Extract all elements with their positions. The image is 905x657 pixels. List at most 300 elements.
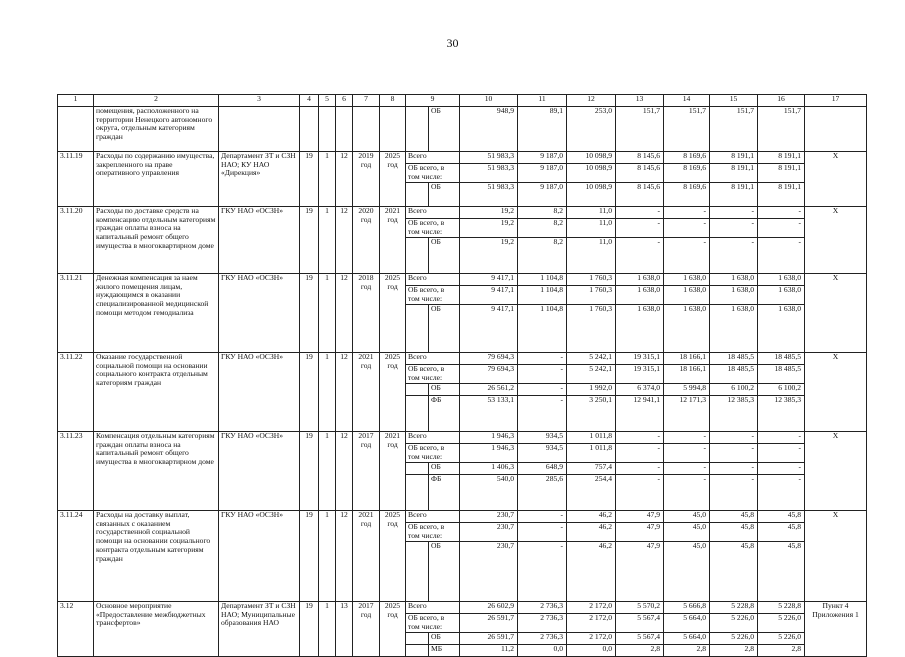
amount-cell: 2 736,3 [518, 614, 567, 633]
amount-cell: 5 664,0 [664, 633, 710, 645]
page-number: 30 [446, 36, 459, 50]
amount-cell: 11,0 [567, 207, 616, 219]
table-row [58, 207, 867, 219]
header-cell-15: 15 [710, 95, 758, 107]
funding-source-indent [406, 305, 429, 353]
amount-cell: 18 485,5 [710, 365, 758, 384]
amount-cell: 51 983,3 [460, 183, 518, 207]
amount-cell: 5 567,4 [616, 633, 664, 645]
amount-cell: 19 315,1 [616, 365, 664, 384]
amount-cell: - [518, 542, 567, 602]
item-number [58, 107, 94, 152]
item-note: Х [805, 511, 867, 602]
item-note: Х [805, 207, 867, 274]
amount-cell: 8 169,6 [664, 183, 710, 207]
amount-cell: 1 946,3 [460, 444, 518, 463]
amount-cell: 5 226,0 [710, 614, 758, 633]
amount-cell: 6 374,0 [616, 384, 664, 396]
amount-cell: 1 638,0 [664, 274, 710, 286]
amount-cell: - [758, 475, 805, 511]
amount-cell: 2,8 [664, 645, 710, 657]
code-col-4: 19 [300, 511, 319, 602]
header-cell-11: 11 [518, 95, 567, 107]
amount-cell: 0,0 [518, 645, 567, 657]
amount-cell: 151,7 [664, 107, 710, 152]
code-col-5: 1 [319, 602, 336, 657]
amount-cell: 18 485,5 [758, 353, 805, 365]
amount-cell: 1 638,0 [710, 274, 758, 286]
amount-cell: 3 250,1 [567, 396, 616, 432]
table-row [58, 274, 867, 286]
amount-cell: 1 760,3 [567, 286, 616, 305]
header-row [58, 95, 867, 107]
amount-cell: - [518, 365, 567, 384]
amount-cell: 9 187,0 [518, 183, 567, 207]
item-executor: Департамент ЗТ и СЗН НАО; Муниципальные образования НАО [219, 602, 300, 657]
end-year: 2025 год [380, 152, 406, 207]
amount-cell: 540,0 [460, 475, 518, 511]
amount-cell: - [710, 463, 758, 475]
amount-cell: 1 104,8 [518, 274, 567, 286]
amount-cell: 8 169,6 [664, 164, 710, 183]
item-executor: ГКУ НАО «ОСЗН» [219, 207, 300, 274]
code-col-6: 12 [336, 274, 353, 353]
table-row [58, 511, 867, 523]
amount-cell: 45,0 [664, 511, 710, 523]
code-col-5: 1 [319, 353, 336, 432]
header-cell-17: 17 [805, 95, 867, 107]
item-name: Расходы по содержанию имущества, закрепленного на праве оперативного управления [94, 152, 219, 207]
funding-source: ОБ всего, в том числе: [406, 523, 460, 542]
amount-cell: - [616, 475, 664, 511]
funding-source-code: ОБ [429, 305, 460, 353]
amount-cell: 19 315,1 [616, 353, 664, 365]
amount-cell: 8 191,1 [758, 183, 805, 207]
amount-cell: 46,2 [567, 511, 616, 523]
end-year: 2025 год [380, 602, 406, 657]
header-cell-2: 2 [94, 95, 219, 107]
funding-source: ОБ всего, в том числе: [406, 164, 460, 183]
program-budget-table [57, 94, 867, 657]
amount-cell: - [664, 238, 710, 274]
item-number: 3.11.20 [58, 207, 94, 274]
amount-cell: - [518, 523, 567, 542]
funding-source: Всего [406, 152, 460, 164]
start-year: 2021 год [353, 511, 380, 602]
amount-cell: 45,0 [664, 542, 710, 602]
item-number: 3.12 [58, 602, 94, 657]
amount-cell: 45,8 [710, 542, 758, 602]
amount-cell: 1 638,0 [616, 274, 664, 286]
amount-cell: 5 570,2 [616, 602, 664, 614]
item-note: Х [805, 432, 867, 511]
funding-source: Всего [406, 511, 460, 523]
amount-cell: - [664, 463, 710, 475]
amount-cell: - [518, 353, 567, 365]
amount-cell: 12 385,3 [758, 396, 805, 432]
amount-cell: 19,2 [460, 238, 518, 274]
code-col-6: 12 [336, 511, 353, 602]
item-note: Пункт 4 Приложения 1 [805, 602, 867, 657]
amount-cell: - [758, 463, 805, 475]
amount-cell: 9 417,1 [460, 286, 518, 305]
item-executor: ГКУ НАО «ОСЗН» [219, 511, 300, 602]
amount-cell: - [710, 475, 758, 511]
header-cell-6: 6 [336, 95, 353, 107]
table-row [58, 353, 867, 365]
funding-source-indent [406, 396, 429, 432]
funding-source-indent [406, 633, 429, 645]
amount-cell: 2,8 [616, 645, 664, 657]
amount-cell: - [710, 238, 758, 274]
amount-cell: 1 011,8 [567, 444, 616, 463]
code-col-5 [319, 107, 336, 152]
item-number: 3.11.24 [58, 511, 94, 602]
amount-cell: 5 242,1 [567, 353, 616, 365]
amount-cell: 45,0 [664, 523, 710, 542]
amount-cell: 26 591,7 [460, 614, 518, 633]
amount-cell: 5 226,0 [758, 633, 805, 645]
item-executor: ГКУ НАО «ОСЗН» [219, 353, 300, 432]
code-col-5: 1 [319, 207, 336, 274]
item-name: помещения, расположенного на территории Ненецкого автономного округа, отдельным категориям граждан [94, 107, 219, 152]
amount-cell: - [664, 219, 710, 238]
amount-cell: 45,8 [710, 523, 758, 542]
table-row [58, 432, 867, 444]
funding-source-code: ФБ [429, 396, 460, 432]
item-number: 3.11.22 [58, 353, 94, 432]
funding-source: Всего [406, 207, 460, 219]
amount-cell: - [758, 219, 805, 238]
header-cell-10: 10 [460, 95, 518, 107]
table-row [58, 107, 867, 152]
amount-cell: 2 172,0 [567, 633, 616, 645]
amount-cell: 934,5 [518, 432, 567, 444]
amount-cell: 89,1 [518, 107, 567, 152]
amount-cell: - [664, 432, 710, 444]
amount-cell: 12 941,1 [616, 396, 664, 432]
amount-cell: 254,4 [567, 475, 616, 511]
amount-cell: 6 100,2 [710, 384, 758, 396]
amount-cell: 26 561,2 [460, 384, 518, 396]
amount-cell: - [616, 207, 664, 219]
amount-cell: 47,9 [616, 542, 664, 602]
amount-cell: 648,9 [518, 463, 567, 475]
header-cell-13: 13 [616, 95, 664, 107]
funding-source-code: МБ [429, 645, 460, 657]
amount-cell: 18 485,5 [758, 365, 805, 384]
end-year: 2025 год [380, 511, 406, 602]
amount-cell: 11,0 [567, 219, 616, 238]
amount-cell: - [616, 219, 664, 238]
funding-source-indent [406, 645, 429, 657]
amount-cell: 2,8 [710, 645, 758, 657]
header-cell-12: 12 [567, 95, 616, 107]
amount-cell: 5 242,1 [567, 365, 616, 384]
amount-cell: - [664, 207, 710, 219]
amount-cell: 2 736,3 [518, 602, 567, 614]
start-year: 2020 год [353, 207, 380, 274]
amount-cell: 45,8 [758, 542, 805, 602]
code-col-4: 19 [300, 274, 319, 353]
amount-cell: 9 417,1 [460, 274, 518, 286]
item-executor: ГКУ НАО «ОСЗН» [219, 432, 300, 511]
item-note: Х [805, 152, 867, 207]
amount-cell: 45,8 [758, 523, 805, 542]
amount-cell: 8 145,6 [616, 183, 664, 207]
code-col-6: 12 [336, 432, 353, 511]
amount-cell: 1 946,3 [460, 432, 518, 444]
code-col-6 [336, 107, 353, 152]
amount-cell: 5 226,0 [710, 633, 758, 645]
item-note: Х [805, 274, 867, 353]
amount-cell: - [616, 463, 664, 475]
amount-cell: - [664, 444, 710, 463]
item-name: Денежная компенсация за наем жилого помещения лицам, нуждающимся в оказании специализированной медицинской помощи методом гемодиализа [94, 274, 219, 353]
code-col-5: 1 [319, 432, 336, 511]
start-year [353, 107, 380, 152]
amount-cell: 151,7 [710, 107, 758, 152]
amount-cell: 18 166,1 [664, 365, 710, 384]
funding-source: ОБ всего, в том числе: [406, 614, 460, 633]
amount-cell: 45,8 [710, 511, 758, 523]
code-col-4: 19 [300, 602, 319, 657]
amount-cell: 151,7 [616, 107, 664, 152]
amount-cell: 8 191,1 [710, 164, 758, 183]
amount-cell: 79 694,3 [460, 365, 518, 384]
amount-cell: 9 187,0 [518, 152, 567, 164]
amount-cell: 45,8 [758, 511, 805, 523]
code-col-4: 19 [300, 207, 319, 274]
end-year: 2025 год [380, 274, 406, 353]
amount-cell: - [710, 207, 758, 219]
start-year: 2021 год [353, 353, 380, 432]
amount-cell: 8 191,1 [758, 164, 805, 183]
code-col-6: 12 [336, 207, 353, 274]
code-col-5: 1 [319, 511, 336, 602]
amount-cell: 8 169,6 [664, 152, 710, 164]
amount-cell: 51 983,3 [460, 164, 518, 183]
start-year: 2017 год [353, 432, 380, 511]
amount-cell: - [664, 475, 710, 511]
code-col-5: 1 [319, 274, 336, 353]
header-cell-8: 8 [380, 95, 406, 107]
code-col-6: 12 [336, 353, 353, 432]
funding-source-indent [406, 463, 429, 475]
amount-cell: 6 100,2 [758, 384, 805, 396]
amount-cell: 2 172,0 [567, 602, 616, 614]
amount-cell: 5 664,0 [664, 614, 710, 633]
amount-cell: 12 385,3 [710, 396, 758, 432]
amount-cell: - [758, 432, 805, 444]
amount-cell: 79 694,3 [460, 353, 518, 365]
header-cell-3: 3 [219, 95, 300, 107]
funding-source-indent [406, 384, 429, 396]
amount-cell: 18 485,5 [710, 353, 758, 365]
item-name: Расходы на доставку выплат, связанных с оказанием государственной социальной помощи на основании социального контракта отдельным категориям граждан [94, 511, 219, 602]
amount-cell: 19,2 [460, 219, 518, 238]
header-cell-7: 7 [353, 95, 380, 107]
item-name: Компенсация отдельным категориям граждан оплаты взноса на капитальный ремонт общего имущества в многоквартирном доме [94, 432, 219, 511]
amount-cell: 5 994,8 [664, 384, 710, 396]
item-executor: ГКУ НАО «ОСЗН» [219, 274, 300, 353]
funding-source-code: ОБ [429, 633, 460, 645]
amount-cell: 18 166,1 [664, 353, 710, 365]
amount-cell: 8 145,6 [616, 152, 664, 164]
end-year: 2021 год [380, 432, 406, 511]
amount-cell: 47,9 [616, 511, 664, 523]
amount-cell: 5 228,8 [710, 602, 758, 614]
amount-cell: 1 638,0 [758, 274, 805, 286]
amount-cell: 19,2 [460, 207, 518, 219]
item-number: 3.11.23 [58, 432, 94, 511]
amount-cell: 8,2 [518, 238, 567, 274]
amount-cell: 53 133,1 [460, 396, 518, 432]
amount-cell: 1 406,3 [460, 463, 518, 475]
amount-cell: 11,0 [567, 238, 616, 274]
amount-cell: 46,2 [567, 523, 616, 542]
funding-source: ОБ всего, в том числе: [406, 444, 460, 463]
amount-cell: 10 098,9 [567, 164, 616, 183]
amount-cell: 8 191,1 [758, 152, 805, 164]
amount-cell: - [616, 238, 664, 274]
amount-cell: - [758, 238, 805, 274]
amount-cell: 230,7 [460, 511, 518, 523]
funding-source-code: ОБ [429, 542, 460, 602]
amount-cell: 1 638,0 [710, 305, 758, 353]
start-year: 2018 год [353, 274, 380, 353]
amount-cell: 8,2 [518, 219, 567, 238]
amount-cell: 51 983,3 [460, 152, 518, 164]
funding-source-indent [406, 183, 429, 207]
amount-cell: - [616, 444, 664, 463]
amount-cell: 5 226,0 [758, 614, 805, 633]
amount-cell: 5 666,8 [664, 602, 710, 614]
amount-cell: 1 638,0 [710, 286, 758, 305]
funding-source: Всего [406, 432, 460, 444]
amount-cell: 1 760,3 [567, 305, 616, 353]
amount-cell: 1 104,8 [518, 286, 567, 305]
amount-cell: 1 638,0 [664, 305, 710, 353]
item-name: Оказание государственной социальной помощи на основании социального контракта отдельным категориям граждан [94, 353, 219, 432]
amount-cell: 0,0 [567, 645, 616, 657]
amount-cell: 757,4 [567, 463, 616, 475]
amount-cell: 1 638,0 [758, 286, 805, 305]
funding-source: ОБ всего, в том числе: [406, 286, 460, 305]
amount-cell: 8 191,1 [710, 152, 758, 164]
amount-cell: 1 638,0 [616, 305, 664, 353]
funding-source-code: ОБ [429, 384, 460, 396]
table-row [58, 152, 867, 164]
amount-cell: 8 191,1 [710, 183, 758, 207]
amount-cell: - [758, 207, 805, 219]
start-year: 2017 год [353, 602, 380, 657]
end-year: 2021 год [380, 207, 406, 274]
amount-cell: 26 602,9 [460, 602, 518, 614]
amount-cell: 1 104,8 [518, 305, 567, 353]
end-year: 2025 год [380, 353, 406, 432]
funding-source-indent [406, 238, 429, 274]
code-col-4: 19 [300, 432, 319, 511]
amount-cell: 948,9 [460, 107, 518, 152]
header-cell-9: 9 [406, 95, 460, 107]
amount-cell: 11,2 [460, 645, 518, 657]
funding-source-code: ОБ [429, 183, 460, 207]
code-col-4: 19 [300, 152, 319, 207]
amount-cell: - [758, 444, 805, 463]
header-cell-16: 16 [758, 95, 805, 107]
amount-cell: - [710, 219, 758, 238]
item-name: Расходы по доставке средств на компенсацию отдельным категориям граждан оплаты взноса на капитальный ремонт общего имущества в многоквартирном доме [94, 207, 219, 274]
funding-source: Всего [406, 353, 460, 365]
funding-source: Всего [406, 602, 460, 614]
amount-cell: 1 992,0 [567, 384, 616, 396]
header-cell-5: 5 [319, 95, 336, 107]
item-note: Х [805, 353, 867, 432]
funding-source-code: ОБ [429, 107, 460, 152]
start-year: 2019 год [353, 152, 380, 207]
table-row [58, 602, 867, 614]
amount-cell: 230,7 [460, 542, 518, 602]
amount-cell: 26 591,7 [460, 633, 518, 645]
amount-cell: 2 172,0 [567, 614, 616, 633]
amount-cell: 46,2 [567, 542, 616, 602]
amount-cell: 9 187,0 [518, 164, 567, 183]
code-col-4 [300, 107, 319, 152]
funding-source-code: ФБ [429, 475, 460, 511]
end-year [380, 107, 406, 152]
code-col-6: 12 [336, 152, 353, 207]
header-cell-4: 4 [300, 95, 319, 107]
amount-cell: - [518, 384, 567, 396]
item-number: 3.11.21 [58, 274, 94, 353]
amount-cell: 2,8 [758, 645, 805, 657]
amount-cell: - [710, 432, 758, 444]
code-col-5: 1 [319, 152, 336, 207]
amount-cell: 285,6 [518, 475, 567, 511]
amount-cell: 1 638,0 [664, 286, 710, 305]
amount-cell: 10 098,9 [567, 152, 616, 164]
amount-cell: 8 145,6 [616, 164, 664, 183]
funding-source-indent [406, 475, 429, 511]
amount-cell: 151,7 [758, 107, 805, 152]
funding-source-code: ОБ [429, 463, 460, 475]
funding-source: Всего [406, 274, 460, 286]
amount-cell: - [616, 432, 664, 444]
item-executor: Департамент ЗТ и СЗН НАО; КУ НАО «Дирекция» [219, 152, 300, 207]
funding-source-code: ОБ [429, 238, 460, 274]
amount-cell: 934,5 [518, 444, 567, 463]
amount-cell: 1 638,0 [758, 305, 805, 353]
header-cell-1: 1 [58, 95, 94, 107]
funding-source-indent [406, 542, 429, 602]
amount-cell: 5 567,4 [616, 614, 664, 633]
code-col-4: 19 [300, 353, 319, 432]
amount-cell: 230,7 [460, 523, 518, 542]
amount-cell: 1 760,3 [567, 274, 616, 286]
code-col-6: 13 [336, 602, 353, 657]
amount-cell: 10 098,9 [567, 183, 616, 207]
amount-cell: 5 228,8 [758, 602, 805, 614]
item-note [805, 107, 867, 152]
amount-cell: - [518, 511, 567, 523]
item-executor [219, 107, 300, 152]
item-number: 3.11.19 [58, 152, 94, 207]
amount-cell: 47,9 [616, 523, 664, 542]
amount-cell: 9 417,1 [460, 305, 518, 353]
amount-cell: 2 736,3 [518, 633, 567, 645]
amount-cell: 1 638,0 [616, 286, 664, 305]
